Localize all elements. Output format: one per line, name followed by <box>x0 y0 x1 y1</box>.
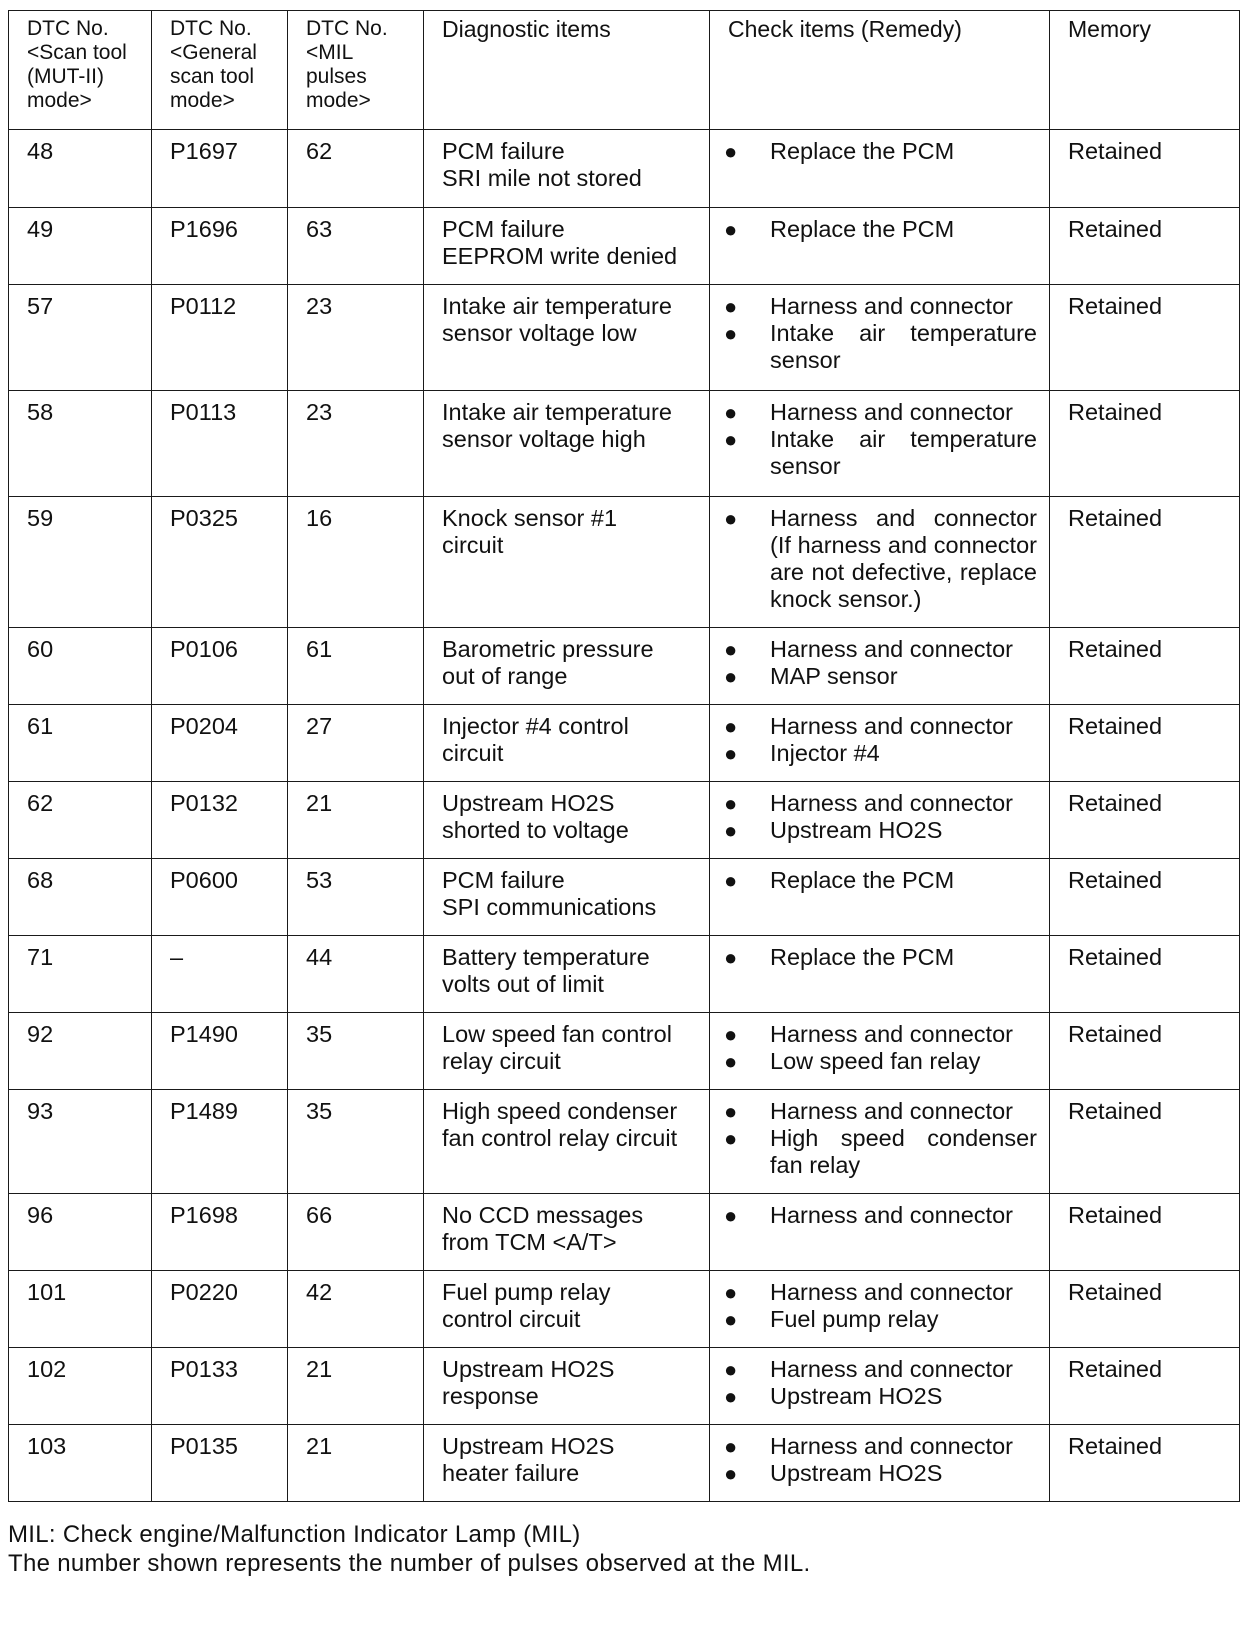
table-row <box>9 705 1240 782</box>
cell-memory: Retained <box>1050 1271 1240 1348</box>
cell-mil-pulses: 53 <box>288 859 424 936</box>
cell-check-items <box>710 705 1050 782</box>
cell-memory: Retained <box>1050 1425 1240 1502</box>
cell-check-items <box>710 391 1050 497</box>
cell-mil-pulses: 66 <box>288 1194 424 1271</box>
header-mil-pulses <box>288 11 424 130</box>
remedy-item <box>724 293 1037 320</box>
cell-memory: Retained <box>1050 1013 1240 1090</box>
remedy-item <box>724 1306 1037 1333</box>
cell-scan-tool-code: 101 <box>9 1271 152 1348</box>
table-row <box>9 208 1240 285</box>
cell-scan-tool-code: 96 <box>9 1194 152 1271</box>
table-row <box>9 1348 1240 1425</box>
remedy-item <box>724 1048 1037 1075</box>
remedy-text: High speed condenser fan relay <box>770 1125 1037 1178</box>
cell-check-items <box>710 208 1050 285</box>
cell-scan-tool-code: 61 <box>9 705 152 782</box>
cell-memory: Retained <box>1050 859 1240 936</box>
header-scan-tool-line: (MUT-II) <box>27 65 104 88</box>
cell-general-code: P1489 <box>152 1090 288 1194</box>
cell-general-code: P0113 <box>152 391 288 497</box>
header-general-line: <General <box>170 41 257 64</box>
remedy-list <box>724 505 1037 613</box>
cell-memory: Retained <box>1050 391 1240 497</box>
cell-check-items <box>710 130 1050 208</box>
cell-scan-tool-code: 57 <box>9 285 152 391</box>
cell-general-code: P0132 <box>152 782 288 859</box>
header-mil-line: <MIL <box>306 41 354 64</box>
header-diagnostic-items: Diagnostic items <box>424 11 710 130</box>
cell-scan-tool-code: 102 <box>9 1348 152 1425</box>
header-mil-line: mode> <box>306 89 371 112</box>
cell-mil-pulses: 35 <box>288 1013 424 1090</box>
remedy-text: Harness and connector (If harness and connector are not defective, replace knock sensor.) <box>770 505 1037 612</box>
header-check-items: Check items (Remedy) <box>710 11 1050 130</box>
remedy-item <box>724 1433 1037 1460</box>
diagnostic-item-line: from TCM <A/T> <box>442 1229 617 1255</box>
remedy-item <box>724 138 1037 165</box>
cell-scan-tool-code: 48 <box>9 130 152 208</box>
cell-memory: Retained <box>1050 285 1240 391</box>
diagnostic-item-line: SPI communications <box>442 894 657 920</box>
cell-diagnostic-item <box>424 130 710 208</box>
remedy-item <box>724 1279 1037 1306</box>
cell-mil-pulses: 23 <box>288 391 424 497</box>
cell-check-items <box>710 497 1050 628</box>
header-scan-tool-line: DTC No. <box>27 17 109 40</box>
cell-check-items <box>710 782 1050 859</box>
remedy-text: Harness and connector <box>770 399 1013 425</box>
diagnostic-item-line: PCM failure <box>442 138 565 164</box>
diagnostic-item-line: out of range <box>442 663 568 689</box>
cell-scan-tool-code: 49 <box>9 208 152 285</box>
diagnostic-item-line: heater failure <box>442 1460 580 1486</box>
diagnostic-item-line: control circuit <box>442 1306 581 1332</box>
bullet-icon: ● <box>724 637 738 662</box>
cell-diagnostic-item <box>424 1013 710 1090</box>
cell-general-code: P0133 <box>152 1348 288 1425</box>
remedy-list <box>724 138 1037 165</box>
cell-check-items <box>710 285 1050 391</box>
cell-diagnostic-item <box>424 628 710 705</box>
table-row <box>9 936 1240 1013</box>
diagnostic-item-line: SRI mile not stored <box>442 165 642 191</box>
bullet-icon: ● <box>724 400 738 425</box>
cell-memory: Retained <box>1050 130 1240 208</box>
diagnostic-item-line: Upstream HO2S <box>442 790 615 816</box>
remedy-item <box>724 663 1037 690</box>
cell-general-code: P0204 <box>152 705 288 782</box>
cell-mil-pulses: 44 <box>288 936 424 1013</box>
remedy-text: Upstream HO2S <box>770 1383 943 1409</box>
cell-mil-pulses: 21 <box>288 782 424 859</box>
remedy-text: Harness and connector <box>770 293 1013 319</box>
bullet-icon: ● <box>724 1357 738 1382</box>
remedy-list <box>724 944 1037 971</box>
cell-general-code: P1490 <box>152 1013 288 1090</box>
cell-general-code: P1697 <box>152 130 288 208</box>
remedy-text: MAP sensor <box>770 663 898 689</box>
table-row <box>9 1194 1240 1271</box>
cell-scan-tool-code: 71 <box>9 936 152 1013</box>
cell-diagnostic-item <box>424 782 710 859</box>
remedy-text: Fuel pump relay <box>770 1306 939 1332</box>
remedy-list <box>724 636 1037 690</box>
cell-general-code: P1696 <box>152 208 288 285</box>
bullet-icon: ● <box>724 506 738 531</box>
cell-general-code: P0325 <box>152 497 288 628</box>
header-mil-line: pulses <box>306 65 367 88</box>
cell-memory: Retained <box>1050 782 1240 859</box>
diagnostic-item-line: Fuel pump relay <box>442 1279 611 1305</box>
remedy-list <box>724 790 1037 844</box>
diagnostic-item-line: No CCD messages <box>442 1202 644 1228</box>
header-general-line: mode> <box>170 89 235 112</box>
table-row <box>9 1425 1240 1502</box>
cell-diagnostic-item <box>424 285 710 391</box>
table-header-row <box>9 11 1240 130</box>
bullet-icon: ● <box>724 818 738 843</box>
diagnostic-item-line: Upstream HO2S <box>442 1356 615 1382</box>
cell-diagnostic-item <box>424 1425 710 1502</box>
cell-check-items <box>710 1271 1050 1348</box>
remedy-text: Harness and connector <box>770 1202 1013 1228</box>
remedy-text: Harness and connector <box>770 1098 1013 1124</box>
diagnostic-item-line: EEPROM write denied <box>442 243 678 269</box>
remedy-item <box>724 636 1037 663</box>
diagnostic-item-line: Barometric pressure <box>442 636 654 662</box>
table-row <box>9 1013 1240 1090</box>
cell-scan-tool-code: 68 <box>9 859 152 936</box>
remedy-item <box>724 790 1037 817</box>
cell-diagnostic-item <box>424 208 710 285</box>
bullet-icon: ● <box>724 741 738 766</box>
cell-general-code: P0106 <box>152 628 288 705</box>
cell-mil-pulses: 16 <box>288 497 424 628</box>
cell-general-code: P0220 <box>152 1271 288 1348</box>
header-general-scan-tool <box>152 11 288 130</box>
cell-memory: Retained <box>1050 705 1240 782</box>
cell-diagnostic-item <box>424 1271 710 1348</box>
cell-scan-tool-code: 62 <box>9 782 152 859</box>
cell-memory: Retained <box>1050 497 1240 628</box>
cell-general-code: P0135 <box>152 1425 288 1502</box>
cell-diagnostic-item <box>424 497 710 628</box>
header-general-line: scan tool <box>170 65 255 88</box>
cell-diagnostic-item <box>424 1090 710 1194</box>
cell-mil-pulses: 27 <box>288 705 424 782</box>
cell-scan-tool-code: 58 <box>9 391 152 497</box>
cell-mil-pulses: 23 <box>288 285 424 391</box>
remedy-text: Upstream HO2S <box>770 817 943 843</box>
cell-diagnostic-item <box>424 859 710 936</box>
bullet-icon: ● <box>724 1022 738 1047</box>
cell-mil-pulses: 21 <box>288 1348 424 1425</box>
remedy-item <box>724 505 1037 613</box>
cell-scan-tool-code: 59 <box>9 497 152 628</box>
remedy-list <box>724 1098 1037 1179</box>
table-row <box>9 628 1240 705</box>
cell-mil-pulses: 21 <box>288 1425 424 1502</box>
remedy-text: Replace the PCM <box>770 138 955 164</box>
cell-check-items <box>710 1013 1050 1090</box>
table-row <box>9 391 1240 497</box>
table-row <box>9 1090 1240 1194</box>
remedy-text: Injector #4 <box>770 740 880 766</box>
cell-general-code: P0112 <box>152 285 288 391</box>
remedy-text: Low speed fan relay <box>770 1048 981 1074</box>
bullet-icon: ● <box>724 1280 738 1305</box>
document-page <box>8 10 1240 1502</box>
bullet-icon: ● <box>724 945 738 970</box>
remedy-item <box>724 1460 1037 1487</box>
remedy-item <box>724 320 1037 374</box>
remedy-list <box>724 1279 1037 1333</box>
diagnostic-item-line: Intake air temperature <box>442 293 672 319</box>
cell-memory: Retained <box>1050 208 1240 285</box>
remedy-text: Harness and connector <box>770 790 1013 816</box>
remedy-item <box>724 740 1037 767</box>
cell-check-items <box>710 1425 1050 1502</box>
diagnostic-item-line: response <box>442 1383 539 1409</box>
remedy-item <box>724 216 1037 243</box>
table-row <box>9 130 1240 208</box>
remedy-list <box>724 216 1037 243</box>
cell-check-items <box>710 1090 1050 1194</box>
cell-check-items <box>710 1348 1050 1425</box>
remedy-item <box>724 1383 1037 1410</box>
bullet-icon: ● <box>724 714 738 739</box>
diagnostic-item-line: PCM failure <box>442 867 565 893</box>
cell-check-items <box>710 1194 1050 1271</box>
remedy-item <box>724 1021 1037 1048</box>
cell-memory: Retained <box>1050 936 1240 1013</box>
diagnostic-item-line: Intake air temperature <box>442 399 672 425</box>
bullet-icon: ● <box>724 664 738 689</box>
bullet-icon: ● <box>724 791 738 816</box>
cell-general-code: – <box>152 936 288 1013</box>
bullet-icon: ● <box>724 1384 738 1409</box>
table-row <box>9 859 1240 936</box>
bullet-icon: ● <box>724 294 738 319</box>
diagnostic-item-line: Low speed fan control <box>442 1021 672 1047</box>
diagnostic-item-line: PCM failure <box>442 216 565 242</box>
header-mil-line: DTC No. <box>306 17 388 40</box>
remedy-list <box>724 713 1037 767</box>
bullet-icon: ● <box>724 139 738 164</box>
header-general-line: DTC No. <box>170 17 252 40</box>
remedy-list <box>724 1356 1037 1410</box>
table-row <box>9 497 1240 628</box>
diagnostic-item-line: Battery temperature <box>442 944 650 970</box>
diagnostic-item-line: circuit <box>442 740 504 766</box>
diagnostic-item-line: sensor voltage low <box>442 320 637 346</box>
cell-mil-pulses: 35 <box>288 1090 424 1194</box>
diagnostic-item-line: circuit <box>442 532 504 558</box>
remedy-item <box>724 867 1037 894</box>
cell-scan-tool-code: 103 <box>9 1425 152 1502</box>
remedy-text: Intake air temperature sensor <box>770 320 1037 373</box>
remedy-text: Replace the PCM <box>770 216 955 242</box>
diagnostic-item-line: relay circuit <box>442 1048 561 1074</box>
cell-diagnostic-item <box>424 391 710 497</box>
cell-diagnostic-item <box>424 705 710 782</box>
remedy-item <box>724 1125 1037 1179</box>
cell-check-items <box>710 936 1050 1013</box>
remedy-list <box>724 399 1037 480</box>
cell-check-items <box>710 859 1050 936</box>
bullet-icon: ● <box>724 1461 738 1486</box>
cell-general-code: P1698 <box>152 1194 288 1271</box>
bullet-icon: ● <box>724 1099 738 1124</box>
dtc-table <box>8 10 1240 1502</box>
bullet-icon: ● <box>724 427 738 452</box>
remedy-text: Harness and connector <box>770 1021 1013 1047</box>
bullet-icon: ● <box>724 868 738 893</box>
cell-diagnostic-item <box>424 936 710 1013</box>
footnote <box>8 1520 810 1578</box>
diagnostic-item-line: shorted to voltage <box>442 817 629 843</box>
remedy-text: Harness and connector <box>770 1433 1013 1459</box>
bullet-icon: ● <box>724 1049 738 1074</box>
remedy-item <box>724 1356 1037 1383</box>
cell-diagnostic-item <box>424 1194 710 1271</box>
cell-general-code: P0600 <box>152 859 288 936</box>
remedy-text: Harness and connector <box>770 1356 1013 1382</box>
remedy-text: Harness and connector <box>770 636 1013 662</box>
diagnostic-item-line: Upstream HO2S <box>442 1433 615 1459</box>
bullet-icon: ● <box>724 1434 738 1459</box>
remedy-item <box>724 817 1037 844</box>
bullet-icon: ● <box>724 1126 738 1151</box>
cell-mil-pulses: 42 <box>288 1271 424 1348</box>
cell-mil-pulses: 62 <box>288 130 424 208</box>
diagnostic-item-line: sensor voltage high <box>442 426 646 452</box>
remedy-text: Harness and connector <box>770 713 1013 739</box>
bullet-icon: ● <box>724 1307 738 1332</box>
diagnostic-item-line: fan control relay circuit <box>442 1125 678 1151</box>
cell-scan-tool-code: 60 <box>9 628 152 705</box>
remedy-text: Replace the PCM <box>770 944 955 970</box>
table-row <box>9 1271 1240 1348</box>
cell-check-items <box>710 628 1050 705</box>
remedy-text: Intake air temperature sensor <box>770 426 1037 479</box>
footnote-mil-definition: MIL: Check engine/Malfunction Indicator Lamp (MIL) <box>8 1521 581 1548</box>
cell-memory: Retained <box>1050 1090 1240 1194</box>
diagnostic-item-line: Injector #4 control <box>442 713 629 739</box>
cell-memory: Retained <box>1050 1348 1240 1425</box>
remedy-list <box>724 1433 1037 1487</box>
header-memory: Memory <box>1050 11 1240 130</box>
remedy-text: Harness and connector <box>770 1279 1013 1305</box>
remedy-text: Replace the PCM <box>770 867 955 893</box>
cell-memory: Retained <box>1050 1194 1240 1271</box>
remedy-item <box>724 944 1037 971</box>
table-row <box>9 782 1240 859</box>
remedy-list <box>724 867 1037 894</box>
remedy-list <box>724 293 1037 374</box>
remedy-item <box>724 713 1037 740</box>
header-scan-tool-line: <Scan tool <box>27 41 127 64</box>
cell-mil-pulses: 63 <box>288 208 424 285</box>
bullet-icon: ● <box>724 321 738 346</box>
bullet-icon: ● <box>724 217 738 242</box>
remedy-text: Upstream HO2S <box>770 1460 943 1486</box>
diagnostic-item-line: Knock sensor #1 <box>442 505 618 531</box>
cell-memory: Retained <box>1050 628 1240 705</box>
dtc-table-body <box>9 130 1240 1502</box>
diagnostic-item-line: volts out of limit <box>442 971 604 997</box>
header-scan-tool <box>9 11 152 130</box>
cell-scan-tool-code: 93 <box>9 1090 152 1194</box>
footnote-pulse-explanation: The number shown represents the number of pulses observed at the MIL. <box>8 1550 811 1577</box>
remedy-item <box>724 399 1037 426</box>
remedy-item <box>724 1098 1037 1125</box>
remedy-list <box>724 1202 1037 1229</box>
header-scan-tool-line: mode> <box>27 89 92 112</box>
bullet-icon: ● <box>724 1203 738 1228</box>
remedy-list <box>724 1021 1037 1075</box>
remedy-item <box>724 1202 1037 1229</box>
table-row <box>9 285 1240 391</box>
cell-scan-tool-code: 92 <box>9 1013 152 1090</box>
diagnostic-item-line: High speed condenser <box>442 1098 678 1124</box>
remedy-item <box>724 426 1037 480</box>
cell-mil-pulses: 61 <box>288 628 424 705</box>
cell-diagnostic-item <box>424 1348 710 1425</box>
